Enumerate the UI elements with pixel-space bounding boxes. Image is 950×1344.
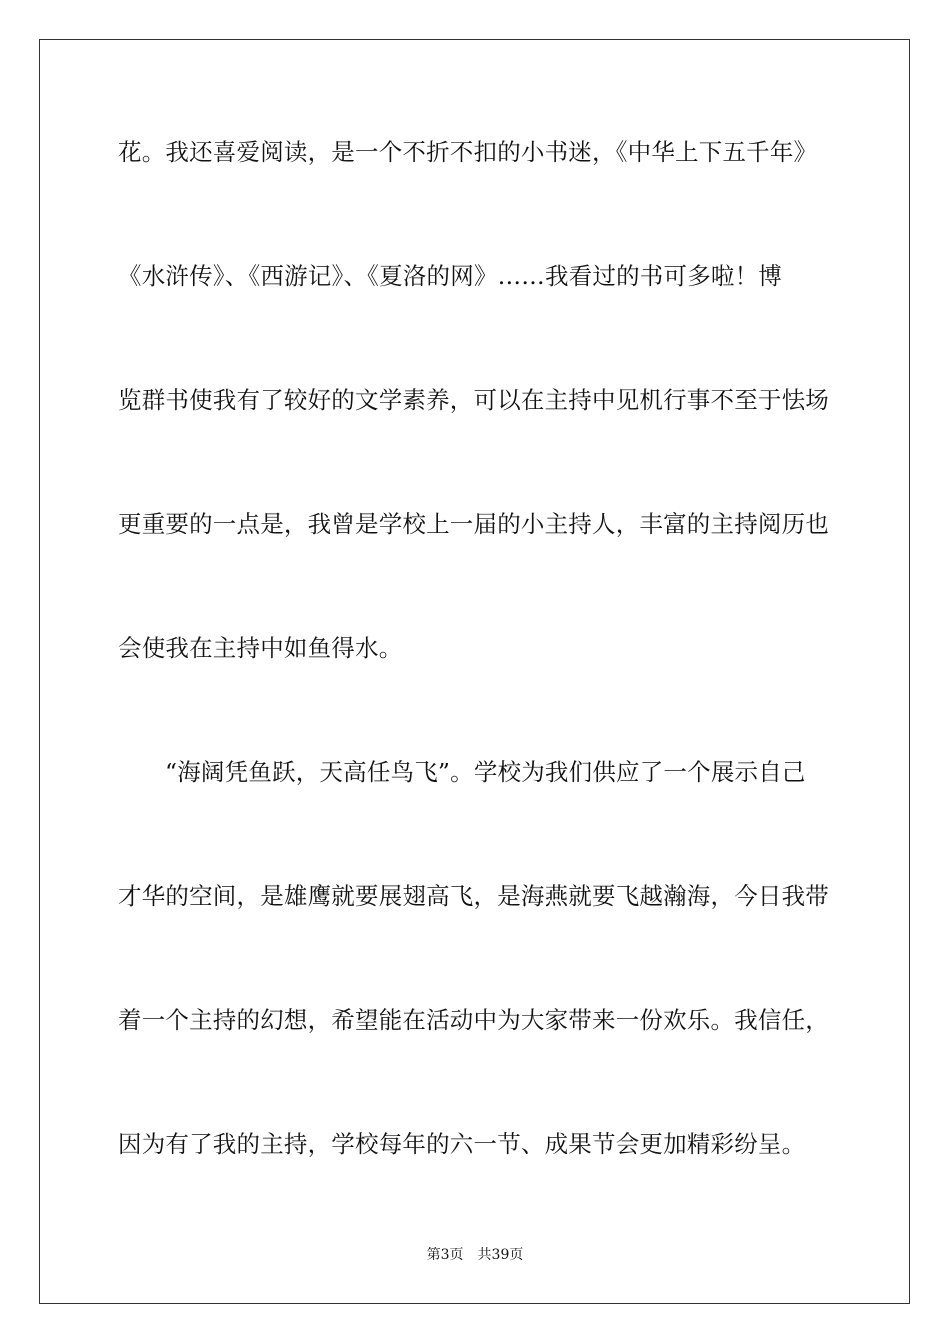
- current-page-label: 第3页: [426, 1247, 464, 1263]
- page-footer: [0, 1246, 950, 1264]
- body-text-line: 《水浒传》、《西游记》、《夏洛的网》……我看过的书可多啦！博: [118, 262, 782, 290]
- body-text-line: 览群书使我有了较好的文学素养，可以在主持中见机行事不至于怯场: [118, 386, 829, 414]
- body-text-line: 才华的空间，是雄鹰就要展翅高飞，是海燕就要飞越瀚海，今日我带: [118, 882, 829, 910]
- page-border: [39, 39, 910, 1304]
- body-text-line: 会使我在主持中如鱼得水。: [118, 634, 403, 662]
- total-pages-label: 共39页: [477, 1247, 524, 1263]
- paragraph-start-line: “海阔凭鱼跃，天高任鸟飞”。学校为我们供应了一个展示自己: [165, 758, 806, 786]
- body-text-line: 着一个主持的幻想，希望能在活动中为大家带来一份欢乐。我信任，: [118, 1006, 829, 1034]
- body-text-line: 因为有了我的主持，学校每年的六一节、成果节会更加精彩纷呈。: [118, 1130, 806, 1158]
- body-text-line: 花。我还喜爱阅读，是一个不折不扣的小书迷，《中华上下五千年》: [118, 138, 818, 166]
- body-text-line: 更重要的一点是，我曾是学校上一届的小主持人，丰富的主持阅历也: [118, 510, 829, 538]
